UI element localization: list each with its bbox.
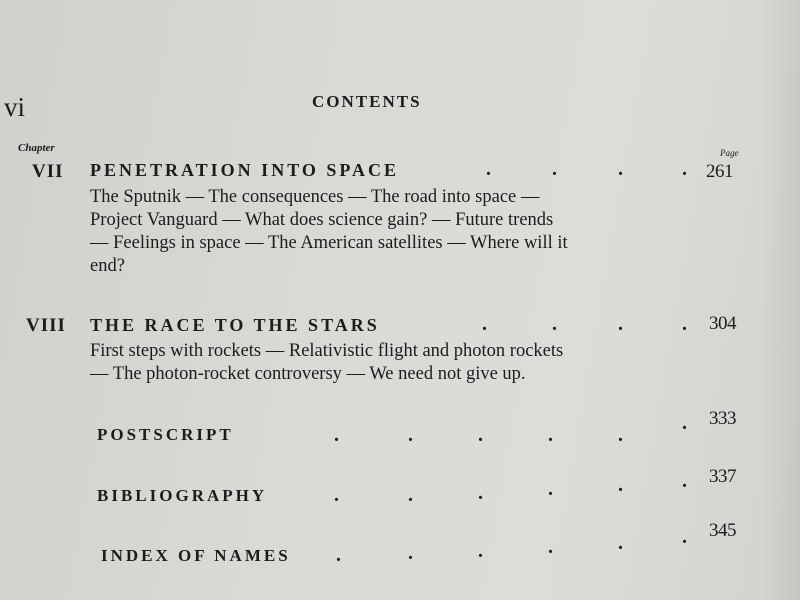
chapter-summary [90, 186, 730, 278]
leader-dot: . [682, 526, 687, 548]
leader-dot: . [408, 542, 413, 564]
leader-dot: . [682, 470, 687, 492]
section-title: POSTSCRIPT [97, 425, 234, 444]
section-title: INDEX OF NAMES [101, 546, 291, 565]
section-title: BIBLIOGRAPHY [97, 486, 268, 505]
leader-dot: . [618, 532, 623, 554]
leader-dot: . [682, 412, 687, 434]
chapter-title: PENETRATION INTO SPACE [90, 160, 400, 180]
leader-dot: . [548, 424, 553, 446]
leader-dot: . [486, 158, 491, 180]
leader-dot: . [478, 540, 483, 562]
leader-dot: . [682, 313, 687, 335]
summary-line: — The photon-rocket controversy — We need not give up. [90, 364, 526, 384]
leader-dot: . [334, 484, 339, 506]
chapter-number: VIII [26, 315, 66, 336]
leader-dot: . [552, 313, 557, 335]
summary-line: The Sputnik — The consequences — The road into space — [90, 187, 540, 207]
summary-line: — Feelings in space — The American satellites — Where will it [90, 233, 568, 253]
page-column-label: Page [720, 148, 739, 158]
leader-dot: . [334, 424, 339, 446]
leader-dot: . [618, 474, 623, 496]
chapter-number: VII [32, 161, 64, 182]
chapter-column-label: Chapter [18, 142, 55, 154]
chapter-title: THE RACE TO THE STARS [90, 315, 380, 335]
leader-dot: . [408, 484, 413, 506]
leader-dot: . [336, 544, 341, 566]
leader-dot: . [618, 424, 623, 446]
leader-dot: . [618, 313, 623, 335]
leader-dot: . [548, 478, 553, 500]
page-edge-shadow [760, 0, 800, 600]
summary-line: end? [90, 256, 125, 276]
page-header: CONTENTS [312, 92, 422, 111]
summary-line: Project Vanguard — What does science gain? — Future trends [90, 210, 554, 230]
leader-dot: . [618, 158, 623, 180]
leader-dot: . [408, 424, 413, 446]
chapter-summary [90, 340, 730, 386]
page-number: vi [4, 92, 26, 122]
summary-line: First steps with rockets — Relativistic flight and photon rockets [90, 341, 564, 361]
page-reference: 304 [709, 313, 736, 334]
leader-dot: . [478, 482, 483, 504]
leader-dot: . [552, 158, 557, 180]
leader-dot: . [478, 424, 483, 446]
leader-dot: . [482, 313, 487, 335]
page-reference: 261 [706, 161, 733, 182]
leader-dot: . [548, 536, 553, 558]
page-reference: 333 [709, 408, 736, 429]
leader-dot: . [682, 158, 687, 180]
page-reference: 345 [709, 520, 736, 541]
page-reference: 337 [709, 466, 736, 487]
